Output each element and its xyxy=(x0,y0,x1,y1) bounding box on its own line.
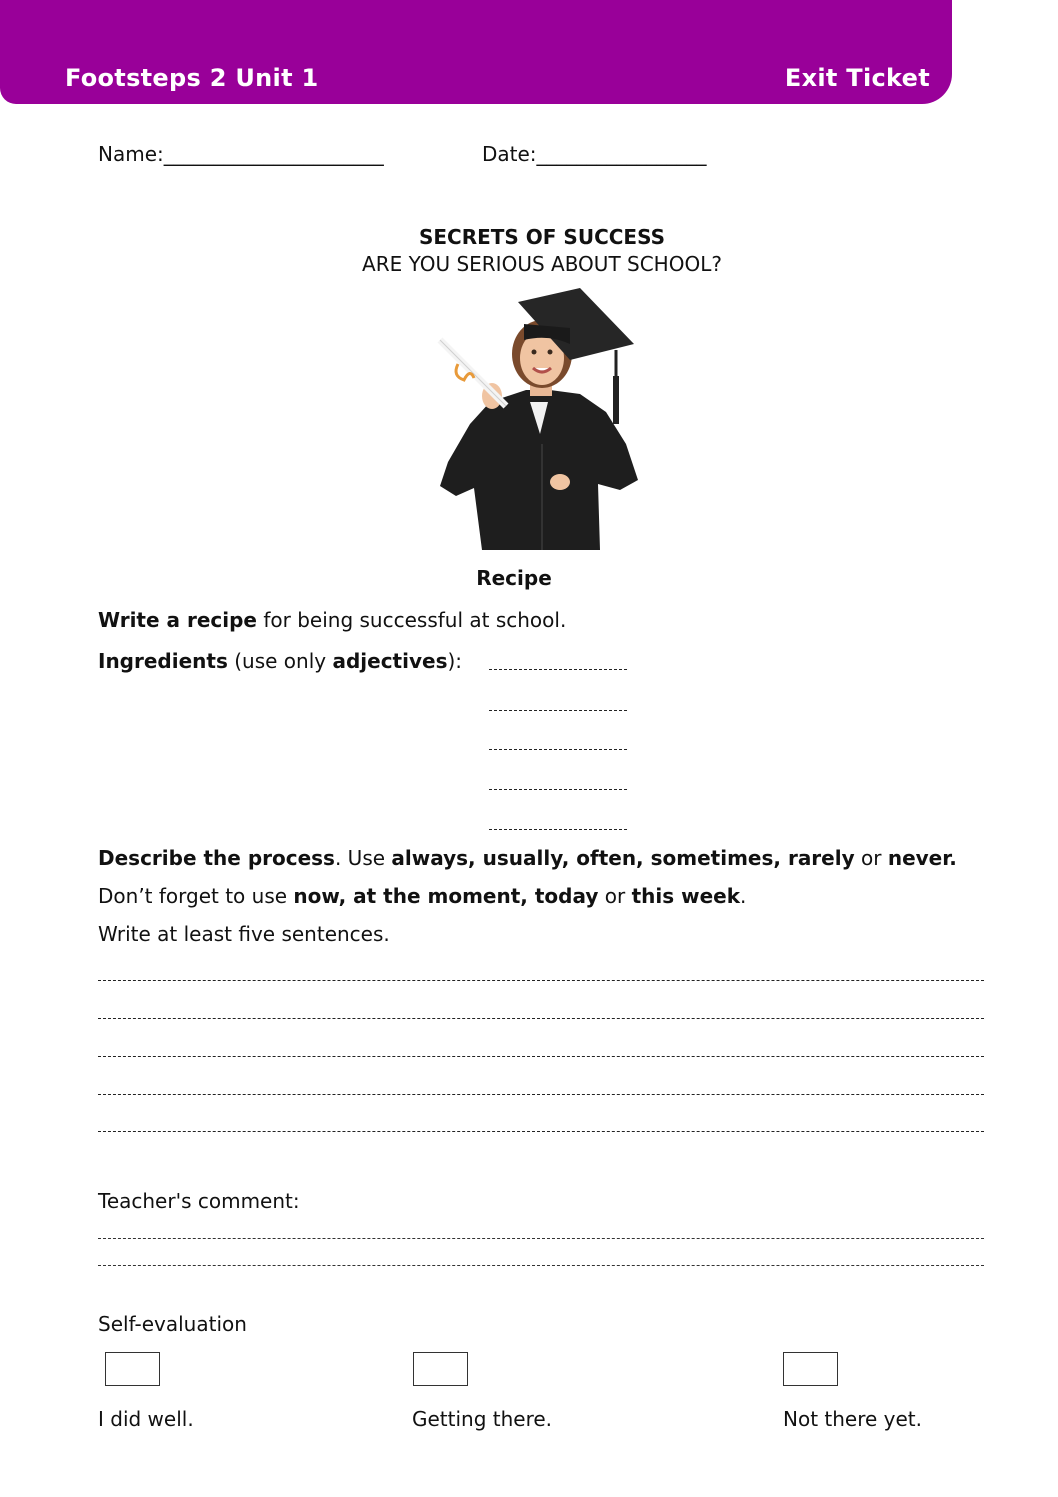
process-or: or xyxy=(854,846,888,870)
instruction-text: for being successful at school. xyxy=(257,608,567,632)
self-eval-checkbox-did-well[interactable] xyxy=(105,1352,160,1386)
ingredients-adjectives: adjectives xyxy=(332,649,448,673)
time-this-week: this week xyxy=(631,884,741,908)
page-subtitle: ARE YOU SERIOUS ABOUT SCHOOL? xyxy=(362,252,722,276)
self-eval-checkbox-getting-there[interactable] xyxy=(413,1352,468,1386)
ingredients-end: ): xyxy=(447,649,463,673)
ingredient-blank[interactable] xyxy=(489,669,627,670)
time-text: Don’t forget to use xyxy=(98,884,294,908)
teacher-comment-label: Teacher's comment: xyxy=(98,1189,300,1213)
page-title: SECRETS OF SUCCESS xyxy=(418,225,665,249)
date-field[interactable]: Date:_________________ xyxy=(482,142,707,166)
graduate-student-illustration xyxy=(430,284,645,550)
ingredient-blank[interactable] xyxy=(489,710,627,711)
ingredients-mid: (use only xyxy=(227,649,333,673)
writing-line[interactable] xyxy=(98,980,984,981)
writing-line[interactable] xyxy=(98,1056,984,1057)
ingredients-bold: Ingredients xyxy=(98,649,228,673)
process-instruction xyxy=(98,846,957,870)
name-field[interactable]: Name:______________________ xyxy=(98,142,384,166)
frequency-adverbs: always, usually, often, sometimes, rarely xyxy=(391,846,855,870)
writing-line[interactable] xyxy=(98,1018,984,1019)
writing-line[interactable] xyxy=(98,1094,984,1095)
time-expressions-instruction xyxy=(98,884,746,908)
ingredient-blank[interactable] xyxy=(489,749,627,750)
instruction-bold: Write a recipe xyxy=(98,608,257,632)
teacher-comment-line[interactable] xyxy=(98,1238,984,1239)
teacher-comment-line[interactable] xyxy=(98,1265,984,1266)
ingredient-blank[interactable] xyxy=(489,789,627,790)
self-eval-option-getting-there: Getting there. xyxy=(412,1407,553,1431)
header-banner xyxy=(0,0,952,104)
self-eval-checkbox-not-there-yet[interactable] xyxy=(783,1352,838,1386)
time-or: or xyxy=(598,884,632,908)
recipe-instruction xyxy=(98,608,566,632)
self-eval-option-not-there-yet: Not there yet. xyxy=(783,1407,923,1431)
header-title: Footsteps 2 Unit 1 xyxy=(65,64,319,92)
header-label: Exit Ticket xyxy=(784,64,930,92)
recipe-heading: Recipe xyxy=(476,566,552,590)
writing-line[interactable] xyxy=(98,1131,984,1132)
frequency-never: never. xyxy=(887,846,957,870)
ingredient-blank[interactable] xyxy=(489,829,627,830)
ingredients-label xyxy=(98,649,462,673)
time-end: . xyxy=(740,884,747,908)
process-text: . Use xyxy=(334,846,392,870)
sentence-instruction: Write at least five sentences. xyxy=(98,922,390,946)
self-eval-option-did-well: I did well. xyxy=(98,1407,194,1431)
time-expressions: now, at the moment, today xyxy=(293,884,599,908)
process-bold: Describe the process xyxy=(98,846,335,870)
self-evaluation-label: Self-evaluation xyxy=(98,1312,247,1336)
